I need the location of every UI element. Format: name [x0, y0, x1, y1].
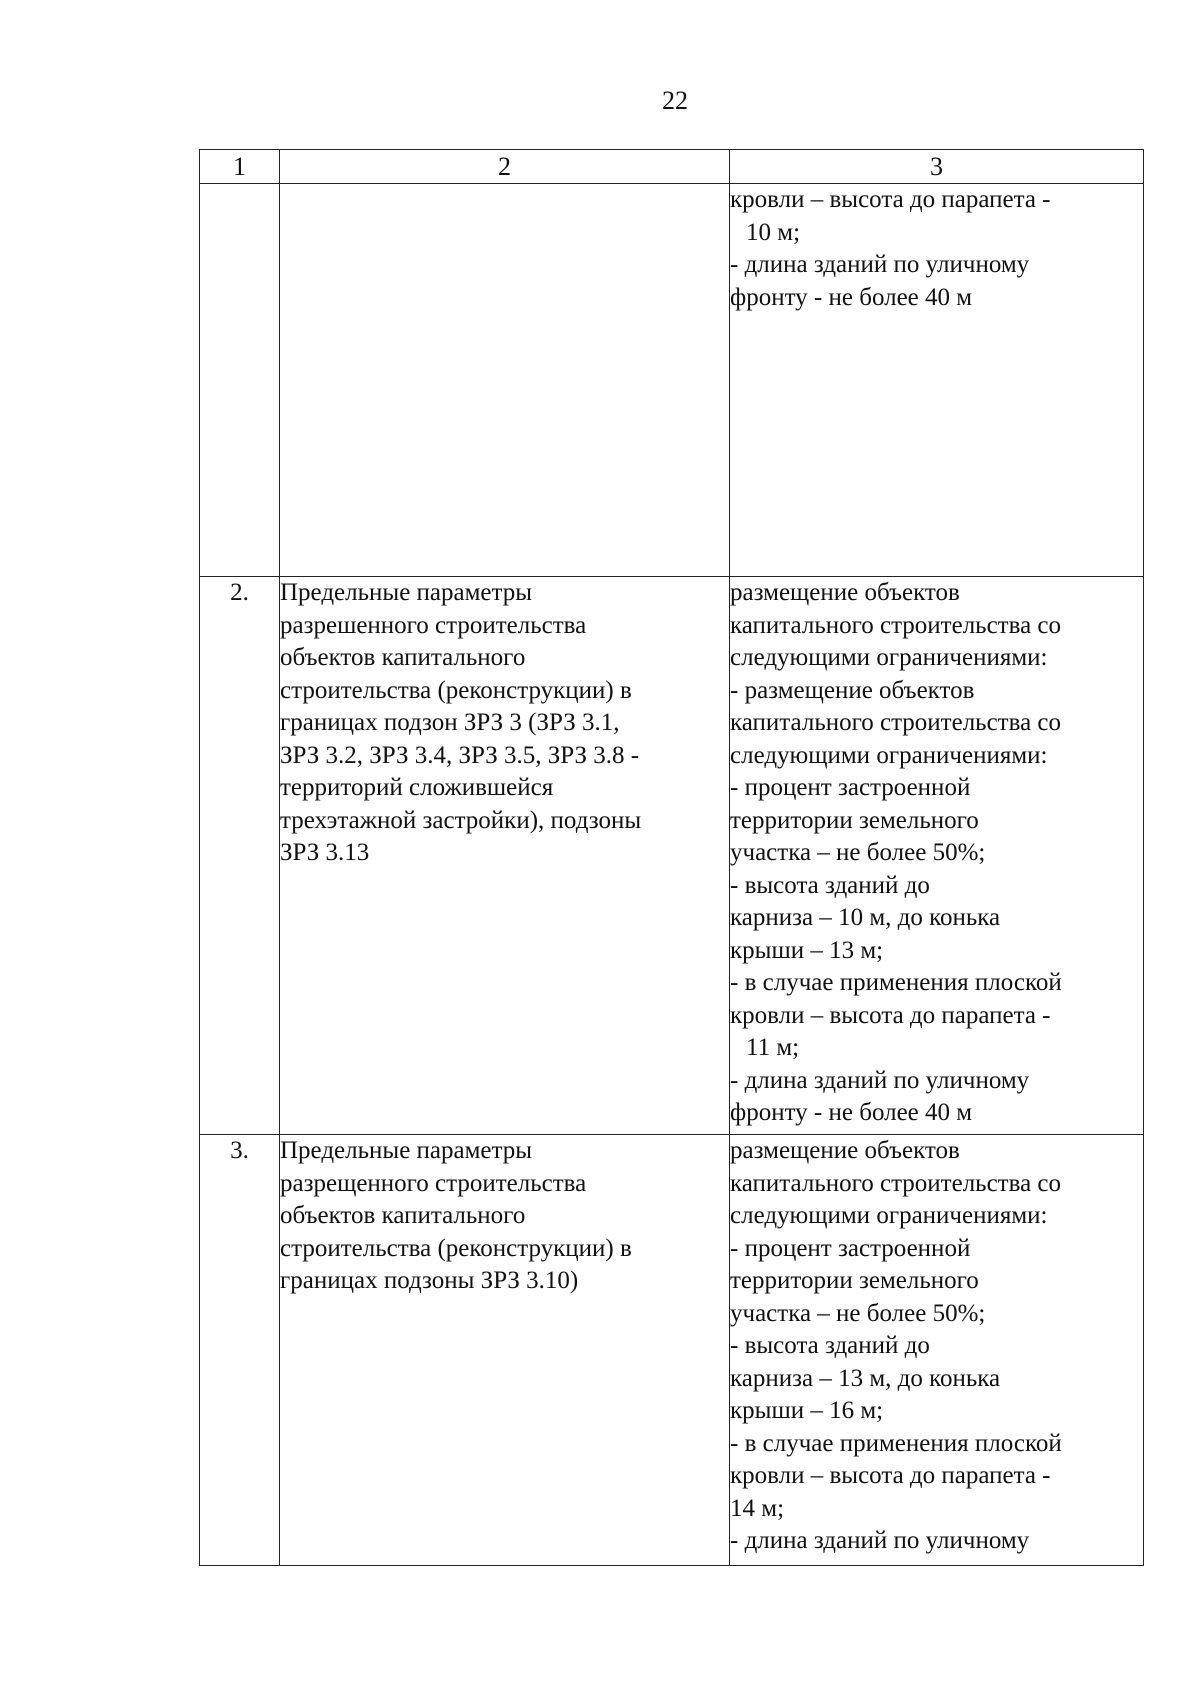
- param-line: - высота зданий до: [730, 1332, 930, 1359]
- desc-line: объектов капитального: [280, 644, 526, 671]
- param-line: капитального строительства со: [730, 611, 1062, 639]
- param-line: - процент застроенной: [730, 774, 971, 801]
- table-row: [200, 577, 1144, 1135]
- param-line: - высота зданий до: [730, 871, 930, 899]
- row-description: [280, 1135, 730, 1566]
- param-line: фронту - не более 40 м: [730, 1099, 973, 1126]
- param-line: крыши – 16 м;: [730, 1397, 884, 1424]
- desc-line: Предельные параметры: [280, 1137, 533, 1164]
- table-row: [200, 1135, 1144, 1566]
- param-line: участка – не более 50%;: [730, 839, 986, 866]
- param-line: территории земельного: [730, 1267, 979, 1294]
- param-line: - в случае применения плоской: [730, 969, 1062, 996]
- page-number: 22: [662, 86, 688, 115]
- column-header-3: 3: [730, 150, 1144, 184]
- param-line: - размещение объектов: [730, 676, 975, 704]
- row-number: [200, 184, 280, 577]
- desc-line: строительства (реконструкции) в: [280, 676, 632, 704]
- param-line: следующими ограничениями:: [730, 644, 1048, 671]
- param-line: размещение объектов: [730, 1137, 960, 1164]
- param-line: - длина зданий по уличному: [730, 1066, 1030, 1094]
- row-parameters: [730, 1135, 1144, 1566]
- desc-line: территорий сложившейся: [280, 774, 554, 801]
- param-line: карниза – 10 м, до конька: [730, 904, 1001, 931]
- table-row: [200, 184, 1144, 577]
- param-line: 10 м;: [746, 218, 801, 246]
- param-line: 11 м;: [746, 1034, 800, 1061]
- row-number: 2.: [200, 577, 280, 1135]
- row-parameters: [730, 184, 1144, 577]
- column-header-1: 1: [200, 150, 280, 184]
- param-line: капитального строительства со: [730, 709, 1062, 736]
- param-line: участка – не более 50%;: [730, 1299, 986, 1327]
- regulations-table: [199, 149, 1144, 1566]
- param-line: размещение объектов: [730, 579, 960, 606]
- row-description: [280, 184, 730, 577]
- param-line: следующими ограничениями:: [730, 1202, 1048, 1229]
- param-line: - процент застроенной: [730, 1234, 971, 1262]
- param-line: крыши – 13 м;: [730, 936, 884, 964]
- param-line: территории земельного: [730, 806, 979, 834]
- desc-line: объектов капитального: [280, 1202, 526, 1229]
- desc-line: границах подзон ЗРЗ 3 (ЗРЗ 3.1,: [280, 709, 620, 736]
- desc-line: разрешенного строительства: [280, 611, 587, 639]
- param-line: капитального строительства со: [730, 1169, 1062, 1197]
- param-line: - длина зданий по уличному: [730, 1527, 1030, 1554]
- desc-line: разрещенного строительства: [280, 1169, 587, 1197]
- desc-line: границах подзоны ЗРЗ 3.10): [280, 1267, 579, 1294]
- desc-line: строительства (реконструкции) в: [280, 1234, 632, 1262]
- param-line: - длина зданий по уличному: [730, 251, 1030, 278]
- column-header-2: 2: [280, 150, 730, 184]
- desc-line: ЗРЗ 3.13: [280, 839, 370, 866]
- param-line: карниза – 13 м, до конька: [730, 1364, 1001, 1392]
- param-line: кровли – высота до парапета -: [730, 1001, 1051, 1029]
- param-line: кровли – высота до парапета -: [730, 1462, 1051, 1489]
- desc-line: Предельные параметры: [280, 579, 533, 606]
- param-line: 14 м;: [730, 1494, 785, 1522]
- table-header-row: [200, 150, 1144, 184]
- param-line: следующими ограничениями:: [730, 741, 1048, 769]
- row-parameters: [730, 577, 1144, 1135]
- desc-line: ЗРЗ 3.2, ЗРЗ 3.4, ЗРЗ 3.5, ЗРЗ 3.8 -: [280, 741, 640, 769]
- param-line: фронту - не более 40 м: [730, 283, 973, 311]
- param-line: кровли – высота до парапета -: [730, 186, 1051, 213]
- param-line: - в случае применения плоской: [730, 1429, 1062, 1457]
- row-description: [280, 577, 730, 1135]
- row-number: 3.: [200, 1135, 280, 1566]
- desc-line: трехэтажной застройки), подзоны: [280, 806, 642, 834]
